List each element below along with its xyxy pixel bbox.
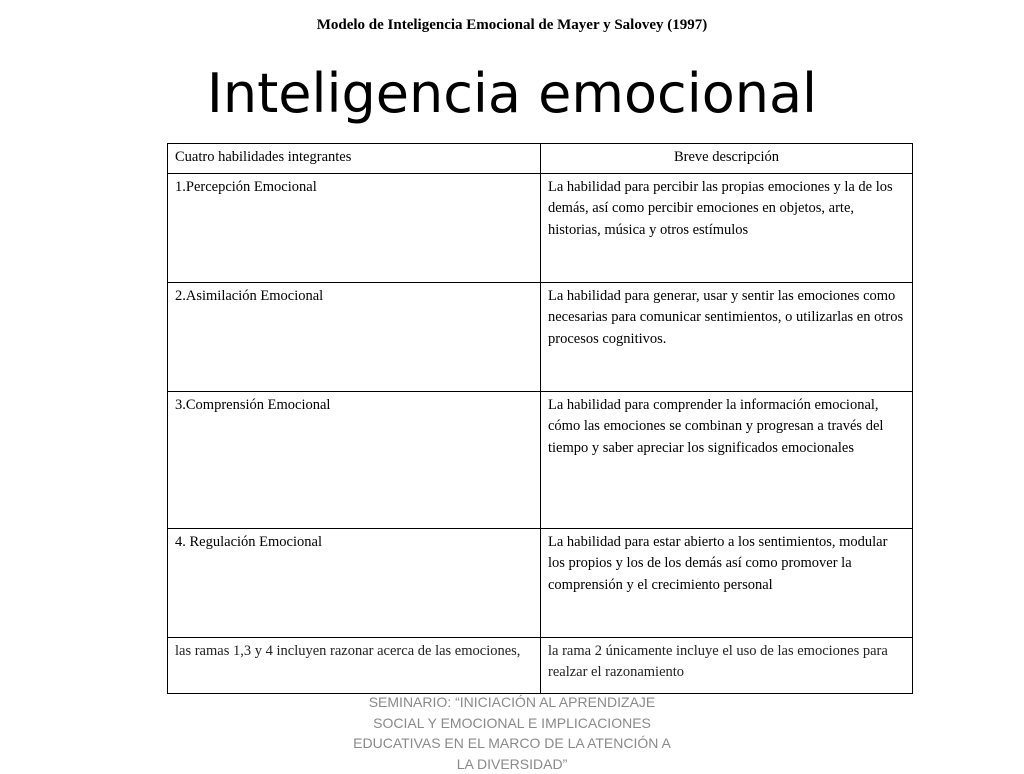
table-row <box>168 528 913 637</box>
table-row <box>168 637 913 693</box>
skill-cell: 2.Asimilación Emocional <box>168 282 541 391</box>
skill-cell: 3.Comprensión Emocional <box>168 391 541 528</box>
table-row <box>168 391 913 528</box>
header-description: Breve descripción <box>541 144 913 174</box>
description-cell: La habilidad para comprender la información emocional, cómo las emociones se combinan y progresan a través del tiempo y saber apreciar los significados emocionales <box>541 391 913 528</box>
table-header-row <box>168 144 913 174</box>
skill-cell: las ramas 1,3 y 4 incluyen razonar acerca de las emociones, <box>168 637 541 693</box>
description-cell: la rama 2 únicamente incluye el uso de las emociones para realzar el razonamiento <box>541 637 913 693</box>
header-skills: Cuatro habilidades integrantes <box>168 144 541 174</box>
slide-subtitle: Modelo de Inteligencia Emocional de Mayer y Salovey (1997) <box>316 17 708 33</box>
abilities-table <box>167 143 913 694</box>
description-cell: La habilidad para percibir las propias emociones y la de los demás, así como percibir emociones en objetos, arte, historias, música y otros estímulos <box>541 173 913 282</box>
skill-cell: 4. Regulación Emocional <box>168 528 541 637</box>
description-cell: La habilidad para estar abierto a los sentimientos, modular los propios y los de los demás así como promover la comprensión y el crecimiento personal <box>541 528 913 637</box>
seminar-footer: SEMINARIO: “INICIACIÓN AL APRENDIZAJE SOCIAL Y EMOCIONAL E IMPLICACIONES EDUCATIVAS EN EL MARCO DE LA ATENCIÓN A LA DIVERSIDAD” <box>353 694 671 772</box>
table-row <box>168 282 913 391</box>
table-row <box>168 173 913 282</box>
slide-title: Inteligencia emocional <box>206 62 818 125</box>
skill-cell: 1.Percepción Emocional <box>168 173 541 282</box>
description-cell: La habilidad para generar, usar y sentir las emociones como necesarias para comunicar sentimientos, o utilizarlas en otros procesos cognitivos. <box>541 282 913 391</box>
